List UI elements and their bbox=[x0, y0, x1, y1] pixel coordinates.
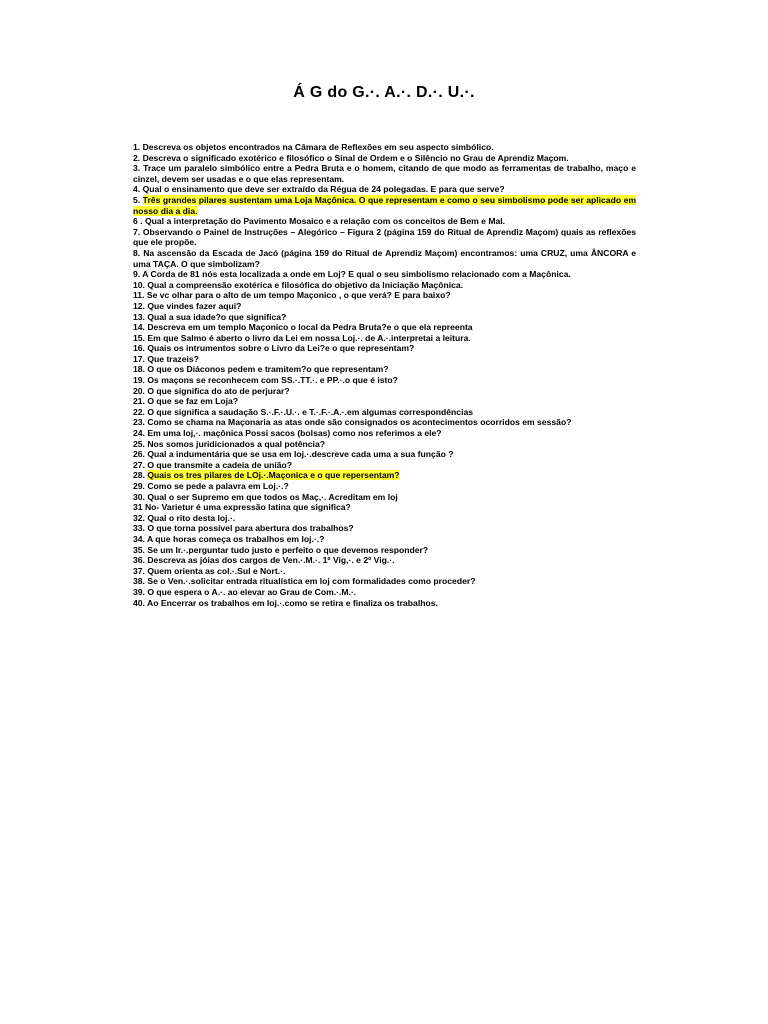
question-item bbox=[133, 481, 636, 492]
question-item bbox=[133, 248, 636, 269]
question-number: 39. bbox=[133, 586, 145, 597]
question-number: 40. bbox=[133, 597, 145, 608]
question-text: Qual a interpretação do Pavimento Mosaico e a relação com os conceitos de Bem e Mal. bbox=[144, 216, 506, 227]
question-text: Que vindes fazer aqui? bbox=[147, 300, 242, 311]
question-text: Descreva os objetos encontrados na Câmara de Reflexões em seu aspecto simbólico. bbox=[142, 142, 494, 152]
question-item bbox=[133, 195, 636, 216]
question-number: 18. bbox=[133, 364, 145, 375]
question-number: 3. bbox=[133, 163, 141, 174]
question-text: Quem orienta as col.·.Sul e Nort.·. bbox=[147, 565, 286, 576]
question-text: Descreva o significado exotérico e filosófico o Sinal de Ordem e o Silêncio no Grau de Aprendiz Maçom. bbox=[142, 152, 569, 163]
question-number: 13. bbox=[133, 311, 145, 322]
question-item bbox=[133, 576, 636, 587]
question-item bbox=[133, 312, 636, 323]
question-text: O que se faz em Loja? bbox=[147, 396, 239, 407]
question-number: 31 bbox=[133, 502, 143, 513]
question-item bbox=[133, 269, 636, 280]
question-text: Descreva em um templo Maçonico o local da Pedra Bruta?e o que ela repreenta bbox=[147, 322, 473, 333]
question-text: O que transmite a cadeia de união? bbox=[147, 459, 293, 470]
question-text: O que significa do ato de perjurar? bbox=[147, 385, 290, 396]
question-text: Trace um paralelo simbólico entre a Pedra Bruta e o homem, citando de que modo as ferramentas de trabalho, maço e cinzel, devem ser usadas e o que elas representam. bbox=[133, 163, 637, 184]
highlighted-question-text: Quais os tres pilares de LOj.·.Maçonica e o que repersentam? bbox=[147, 470, 400, 481]
question-item bbox=[133, 513, 636, 524]
question-text: Nos somos juridicionados a qual potência? bbox=[147, 438, 325, 449]
question-item bbox=[133, 163, 636, 184]
question-text: O que espera o A.·. ao elevar ao Grau de Com.·.M.·. bbox=[147, 586, 357, 597]
question-text: Como se pede a palavra em Loj.·.? bbox=[147, 481, 289, 491]
question-item bbox=[133, 364, 636, 375]
question-number: 5. bbox=[133, 194, 141, 205]
question-item bbox=[133, 354, 636, 365]
question-item bbox=[133, 492, 636, 503]
question-number: 37. bbox=[133, 565, 145, 576]
question-text: O que torna possível para abertura dos trabalhos? bbox=[147, 523, 354, 534]
question-text: Qual a compreensão exotérica e filosófica do objetivo da Iniciação Maçônica. bbox=[147, 279, 464, 290]
question-item bbox=[133, 470, 636, 481]
question-number: 33. bbox=[133, 523, 145, 534]
question-number: 16. bbox=[133, 343, 145, 354]
question-number: 4. bbox=[133, 184, 141, 195]
question-item bbox=[133, 449, 636, 460]
question-item bbox=[133, 153, 636, 164]
question-item bbox=[133, 555, 636, 566]
question-text: Observando o Painel de Instruções – Alegórico – Figura 2 (página 159 do Ritual de Aprendiz Maçom) quais as reflexões que ele propõe. bbox=[133, 226, 637, 248]
question-number: 14. bbox=[133, 322, 145, 333]
question-number: 27. bbox=[133, 459, 145, 470]
question-item bbox=[133, 184, 636, 195]
question-number: 8. bbox=[133, 247, 141, 258]
question-text: Os maçons se reconhecem com SS.·.TT.·. e PP.·.o que é isto? bbox=[147, 375, 398, 386]
question-number: 9. bbox=[133, 269, 141, 280]
question-text: O que significa a saudação S.·.F.·.U.·. e T.·.F.·.A.·.em algumas correspondências bbox=[147, 406, 474, 417]
question-item bbox=[133, 396, 636, 407]
question-number: 11. bbox=[133, 290, 145, 301]
question-text: Que trazeis? bbox=[147, 353, 199, 364]
question-number: 7. bbox=[133, 226, 141, 237]
question-item bbox=[133, 142, 636, 153]
highlighted-question-text: Três grandes pilares sustentam uma Loja Maçônica. O que representam e como o seu simbolismo pode ser aplicado em nosso dia a dia. bbox=[133, 194, 637, 216]
question-item bbox=[133, 534, 636, 545]
question-text: Qual o ser Supremo em que todos os Maç,·. Acreditam em loj bbox=[147, 491, 398, 502]
question-number: 12. bbox=[133, 300, 145, 311]
question-text: Qual a indumentária que se usa em loj.·.descreve cada uma a sua função ? bbox=[147, 449, 454, 460]
question-text: Em que Salmo é aberto o livro da Lei em nossa Loj.·. de A.·.interpretai a leitura. bbox=[147, 332, 471, 343]
question-number: 24. bbox=[133, 428, 145, 439]
question-number: 29. bbox=[133, 481, 145, 491]
question-item bbox=[133, 386, 636, 397]
question-item bbox=[133, 407, 636, 418]
question-number: 22. bbox=[133, 406, 145, 417]
page-title: Á G do G.·. A.·. D.·. U.·. bbox=[293, 84, 475, 101]
question-item bbox=[133, 545, 636, 556]
question-item bbox=[133, 322, 636, 333]
question-item bbox=[133, 598, 636, 609]
question-item bbox=[133, 227, 636, 248]
question-text: O que os Diáconos pedem e tramitem?o que representam? bbox=[147, 364, 389, 375]
question-text: Ao Encerrar os trabalhos em loj.·.como se retira e finaliza os trabalhos. bbox=[147, 597, 438, 608]
question-text: A Corda de 81 nós esta localizada a onde em Loj? E qual o seu simbolismo relacionado com a Maçônica. bbox=[142, 269, 571, 280]
question-item bbox=[133, 439, 636, 450]
question-text: Descreva as jóias dos cargos de Ven.·.M.·. 1º Vig,·. e 2º Vig.·. bbox=[147, 555, 395, 566]
question-text: Se o Ven.·.solicitar entrada ritualística em loj com formalidades como proceder? bbox=[147, 576, 476, 587]
question-number: 32. bbox=[133, 512, 145, 523]
question-list bbox=[133, 142, 636, 608]
question-number: 26. bbox=[133, 449, 145, 460]
question-text: Na ascensão da Escada de Jacó (página 159 do Ritual de Aprendiz Maçom) encontramos: uma CRUZ, uma ÂNCORA e uma TAÇA. O que simbolizam? bbox=[133, 247, 637, 269]
question-item bbox=[133, 343, 636, 354]
question-number: 10. bbox=[133, 279, 145, 290]
question-text: Se vc olhar para o alto de um tempo Maçonico , o que verá? E para baixo? bbox=[146, 290, 451, 301]
question-number: 19. bbox=[133, 375, 145, 386]
question-text: No- Varietur é uma expressão latina que significa? bbox=[144, 502, 351, 513]
question-item bbox=[133, 333, 636, 344]
question-item bbox=[133, 428, 636, 439]
question-number: 30. bbox=[133, 491, 145, 502]
question-number: 34. bbox=[133, 533, 145, 544]
question-item bbox=[133, 375, 636, 386]
question-number: 28. bbox=[133, 470, 145, 481]
question-number: 38. bbox=[133, 576, 145, 587]
question-number: 2. bbox=[133, 152, 141, 163]
question-number: 1. bbox=[133, 142, 141, 152]
question-item bbox=[133, 280, 636, 291]
question-number: 25. bbox=[133, 438, 145, 449]
question-number: 36. bbox=[133, 555, 145, 566]
question-item bbox=[133, 290, 636, 301]
question-number: 21. bbox=[133, 396, 145, 407]
question-number: 17. bbox=[133, 353, 145, 364]
question-text: Qual o ensinamento que deve ser extraído da Régua de 24 polegadas. E para que serve? bbox=[142, 184, 505, 195]
question-number: 20. bbox=[133, 385, 145, 396]
question-text: Qual o rito desta loj.·. bbox=[147, 512, 236, 523]
question-text: Como se chama na Maçonaria as atas onde são consignados os acontecimentos ocorridos em sessão? bbox=[147, 417, 572, 428]
question-number: 15. bbox=[133, 332, 145, 343]
question-text: Quais os intrumentos sobre o Livro da Lei?e o que representam? bbox=[147, 343, 415, 354]
question-item bbox=[133, 587, 636, 598]
question-text: Qual a sua idade?o que significa? bbox=[147, 311, 287, 322]
question-number: 35. bbox=[133, 544, 145, 555]
question-text: Se um Ir.·.perguntar tudo justo e perfeito o que devemos responder? bbox=[147, 544, 429, 555]
question-text: A que horas começa os trabalhos em loj.·.? bbox=[147, 533, 325, 544]
question-item bbox=[133, 417, 636, 428]
question-item bbox=[133, 566, 636, 577]
question-item bbox=[133, 502, 636, 513]
question-number: 23. bbox=[133, 417, 145, 428]
question-item bbox=[133, 216, 636, 227]
question-number: 6 . bbox=[133, 216, 143, 227]
question-item bbox=[133, 523, 636, 534]
question-item bbox=[133, 460, 636, 471]
question-item bbox=[133, 301, 636, 312]
question-text: Em uma loj,·. maçônica Possi sacos (bolsas) como nos referimos a ele? bbox=[147, 428, 442, 439]
